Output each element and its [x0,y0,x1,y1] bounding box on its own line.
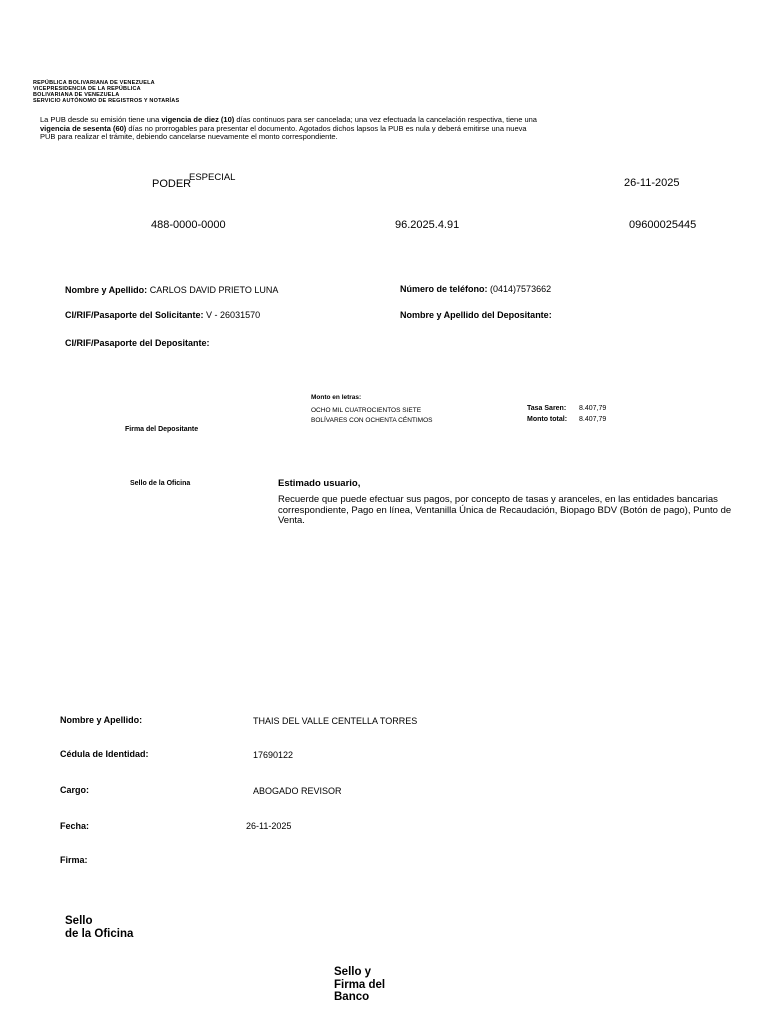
notice-text-1: La PUB desde su emisión tiene una [40,115,162,124]
validity-notice [40,116,540,142]
document-code-2: 96.2025.4.91 [395,219,460,231]
message-greeting: Estimado usuario, [278,478,361,489]
header-line-2: VICEPRESIDENCIA DE LA REPÚBLICA [33,86,141,92]
reviewer-name-label: Nombre y Apellido: [60,715,143,725]
document-subtype: ESPECIAL [189,172,236,183]
depositor-signature-label: Firma del Depositante [125,426,199,433]
depositor-id-label: CI/RIF/Pasaporte del Depositante: [65,338,210,348]
header-line-3: BOLIVARIANA DE VENEZUELA [33,92,120,98]
document-date: 26-11-2025 [624,177,680,189]
footer-office-seal-line-2: de la Oficina [65,927,134,940]
document-code-1: 488-0000-0000 [151,219,226,231]
reviewer-date-label: Fecha: [60,821,90,831]
applicant-name-row [65,285,278,295]
institution-header [33,80,179,104]
office-seal-label: Sello de la Oficina [130,480,191,487]
depositor-name-label: Nombre y Apellido del Depositante: [400,310,552,320]
reviewer-id-label: Cédula de Identidad: [60,749,149,759]
footer-bank-seal-line-1: Sello y [334,966,372,978]
footer-office-seal-line-1: Sello [65,915,93,927]
monto-total-value: 8.407,79 [579,416,607,423]
reviewer-date-value: 26-11-2025 [246,821,292,831]
message-body: Recuerde que puede efectuar sus pagos, por concepto de tasas y aranceles, en las entidades bancarias correspondiente, Pago en línea, Ventanilla Única de Recaudación, Biopago BDV (Botón de pago), Punto de Venta. [278,494,732,526]
reviewer-signature-label: Firma: [60,855,88,865]
applicant-name-value: CARLOS DAVID PRIETO LUNA [149,285,279,295]
amount-letters-line-2: BOLÍVARES CON OCHENTA CÉNTIMOS [311,417,433,424]
reviewer-id-value: 17690122 [253,750,294,760]
reviewer-role-label: Cargo: [60,785,89,795]
footer-bank-seal-line-2: Firma del [334,978,386,991]
document-code-3: 09600025445 [629,219,697,231]
tasa-saren-value: 8.407,79 [579,405,607,412]
reviewer-name-value: THAIS DEL VALLE CENTELLA TORRES [253,716,418,726]
notice-text-3: días no prorrogables para presentar el documento. Agotados dichos lapsos la PUB es nula y deberá emitirse una nueva PUB para realizar el trámite, debiendo cancelarse nuevamente el monto correspondiente. [40,123,527,142]
applicant-id-label: CI/RIF/Pasaporte del Solicitante: [65,310,204,320]
header-line-1: REPÚBLICA BOLIVARIANA DE VENEZUELA [33,80,155,86]
applicant-id-row [65,310,260,320]
monto-total-label: Monto total: [527,416,568,423]
footer-bank-seal-line-3: Banco [334,991,370,1003]
reviewer-role-value: ABOGADO REVISOR [253,786,342,796]
applicant-phone-row [400,284,551,294]
notice-bold-1: vigencia de diez (10) [161,115,235,124]
amount-letters-label: Monto en letras: [311,394,362,401]
tasa-saren-label: Tasa Saren: [527,405,567,412]
footer-office-seal [65,915,133,940]
footer-bank-seal [334,966,385,1004]
applicant-id-value: V - 26031570 [206,310,261,320]
header-line-4: SERVICIO AUTÓNOMO DE REGISTROS Y NOTARÍAS [33,98,180,104]
notice-bold-2: vigencia de sesenta (60) [40,123,127,133]
notice-text-2: días continuos para ser cancelada; una vez efectuada la cancelación respectiva, tiene una [234,115,537,124]
applicant-phone-label: Número de teléfono: [400,284,488,294]
document-type: PODER [152,178,192,190]
applicant-phone-value: (0414)7573662 [490,284,552,294]
amount-letters-line-1: OCHO MIL CUATROCIENTOS SIETE [311,407,422,414]
applicant-name-label: Nombre y Apellido: [65,285,148,295]
